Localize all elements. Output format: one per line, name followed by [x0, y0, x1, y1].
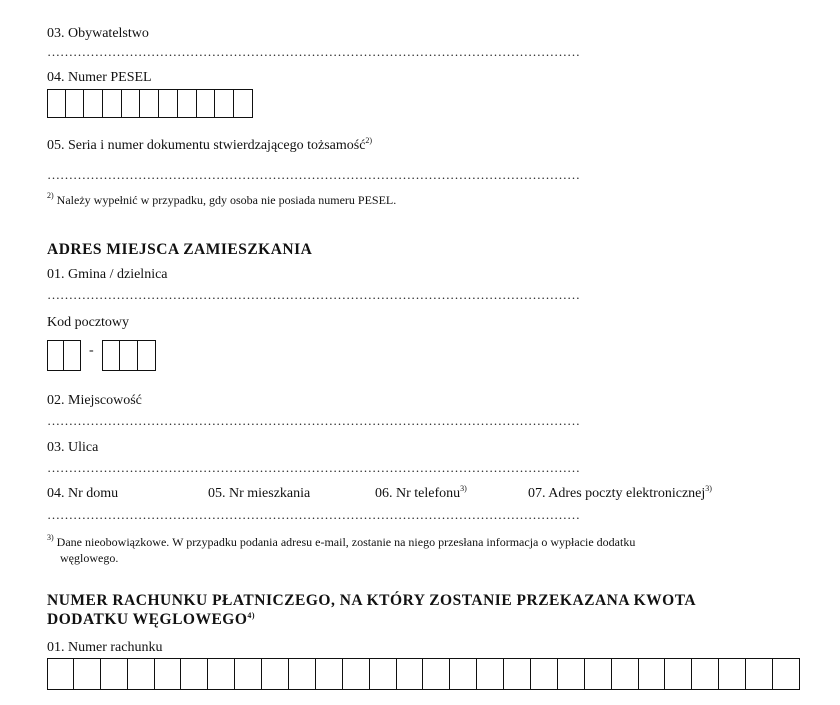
pesel-digit-box[interactable] — [103, 89, 122, 118]
footnote-3-line2: węglowego. — [60, 551, 119, 565]
account-digit-box[interactable] — [128, 658, 155, 690]
pesel-digit-box[interactable] — [122, 89, 141, 118]
account-digit-box[interactable] — [262, 658, 289, 690]
flat-number-label: 05. Nr mieszkania — [208, 486, 311, 501]
account-digit-box[interactable] — [665, 658, 692, 690]
account-digit-box[interactable] — [450, 658, 477, 690]
account-digit-box[interactable] — [477, 658, 504, 690]
account-digit-box[interactable] — [773, 658, 800, 690]
pesel-label: 04. Numer PESEL — [47, 70, 152, 85]
account-digit-box[interactable] — [397, 658, 424, 690]
account-digit-box[interactable] — [343, 658, 370, 690]
account-digit-box[interactable] — [531, 658, 558, 690]
account-digit-box[interactable] — [504, 658, 531, 690]
account-digit-box[interactable] — [370, 658, 397, 690]
pesel-boxes[interactable] — [47, 89, 253, 118]
postal-code-separator: - — [89, 343, 94, 358]
id-document-input-line[interactable]: …………………………………………………………………………………………………………… — [47, 168, 580, 182]
account-digit-box[interactable] — [47, 658, 74, 690]
pesel-digit-box[interactable] — [47, 89, 66, 118]
account-digit-box[interactable] — [74, 658, 101, 690]
postal-code-digit-box[interactable] — [102, 340, 120, 371]
postal-code-digit-box[interactable] — [64, 340, 81, 371]
account-digit-box[interactable] — [639, 658, 666, 690]
id-document-label: 05. Seria i numer dokumentu stwierdzającego tożsamość$^{2)}$ — [47, 136, 373, 153]
pesel-digit-box[interactable] — [159, 89, 178, 118]
address-section-title: ADRES MIEJSCA ZAMIESZKANIA — [47, 241, 313, 258]
account-section-title-line1: NUMER RACHUNKU PŁATNICZEGO, NA KTÓRY ZOSTANIE PRZEKAZANA KWOTA — [47, 592, 697, 609]
pesel-digit-box[interactable] — [178, 89, 197, 118]
account-digit-box[interactable] — [155, 658, 182, 690]
account-digit-box[interactable] — [746, 658, 773, 690]
account-digit-box[interactable] — [181, 658, 208, 690]
account-digit-box[interactable] — [423, 658, 450, 690]
footnote-2: $^{2)}$ Należy wypełnić w przypadku, gdy osoba nie posiada numeru PESEL. — [47, 191, 397, 207]
postal-code-prefix-boxes[interactable] — [47, 340, 81, 371]
footnote-3-line1: $^{3)}$ Dane nieobowiązkowe. W przypadku podania adresu e-mail, zostanie na niego przesłana informacja o wypłacie dodatku — [47, 533, 636, 549]
account-section-title-line2: DODATKU WĘGLOWEGO$^{4)}$ — [47, 611, 256, 628]
postal-code-digit-box[interactable] — [120, 340, 138, 371]
citizenship-label: 03. Obywatelstwo — [47, 26, 149, 41]
city-input-line[interactable]: …………………………………………………………………………………………………………… — [47, 414, 580, 428]
account-digit-box[interactable] — [289, 658, 316, 690]
citizenship-input-line[interactable]: …………………………………………………………………………………………………………… — [47, 45, 580, 59]
gmina-input-line[interactable]: …………………………………………………………………………………………………………… — [47, 288, 580, 302]
account-digit-box[interactable] — [235, 658, 262, 690]
email-label: 07. Adres poczty elektronicznej$^{3)}$ — [528, 484, 712, 501]
postal-code-suffix-boxes[interactable] — [102, 340, 156, 371]
account-digit-box[interactable] — [585, 658, 612, 690]
account-digit-box[interactable] — [101, 658, 128, 690]
pesel-digit-box[interactable] — [234, 89, 253, 118]
pesel-digit-box[interactable] — [84, 89, 103, 118]
account-digit-box[interactable] — [316, 658, 343, 690]
street-label: 03. Ulica — [47, 440, 99, 455]
account-number-boxes[interactable] — [47, 658, 800, 690]
pesel-digit-box[interactable] — [66, 89, 85, 118]
city-label: 02. Miejscowość — [47, 393, 142, 408]
account-digit-box[interactable] — [208, 658, 235, 690]
postal-code-digit-box[interactable] — [138, 340, 156, 371]
contact-input-line[interactable]: …………………………………………………………………………………………………………… — [47, 508, 580, 522]
gmina-label: 01. Gmina / dzielnica — [47, 267, 168, 282]
house-number-label: 04. Nr domu — [47, 486, 119, 501]
postal-code-digit-box[interactable] — [47, 340, 64, 371]
pesel-digit-box[interactable] — [140, 89, 159, 118]
account-digit-box[interactable] — [612, 658, 639, 690]
postal-code-label: Kod pocztowy — [47, 315, 130, 330]
street-input-line[interactable]: …………………………………………………………………………………………………………… — [47, 461, 580, 475]
account-digit-box[interactable] — [719, 658, 746, 690]
phone-label: 06. Nr telefonu$^{3)}$ — [375, 484, 467, 501]
account-digit-box[interactable] — [558, 658, 585, 690]
pesel-digit-box[interactable] — [197, 89, 216, 118]
account-number-label: 01. Numer rachunku — [47, 640, 163, 655]
pesel-digit-box[interactable] — [215, 89, 234, 118]
account-digit-box[interactable] — [692, 658, 719, 690]
